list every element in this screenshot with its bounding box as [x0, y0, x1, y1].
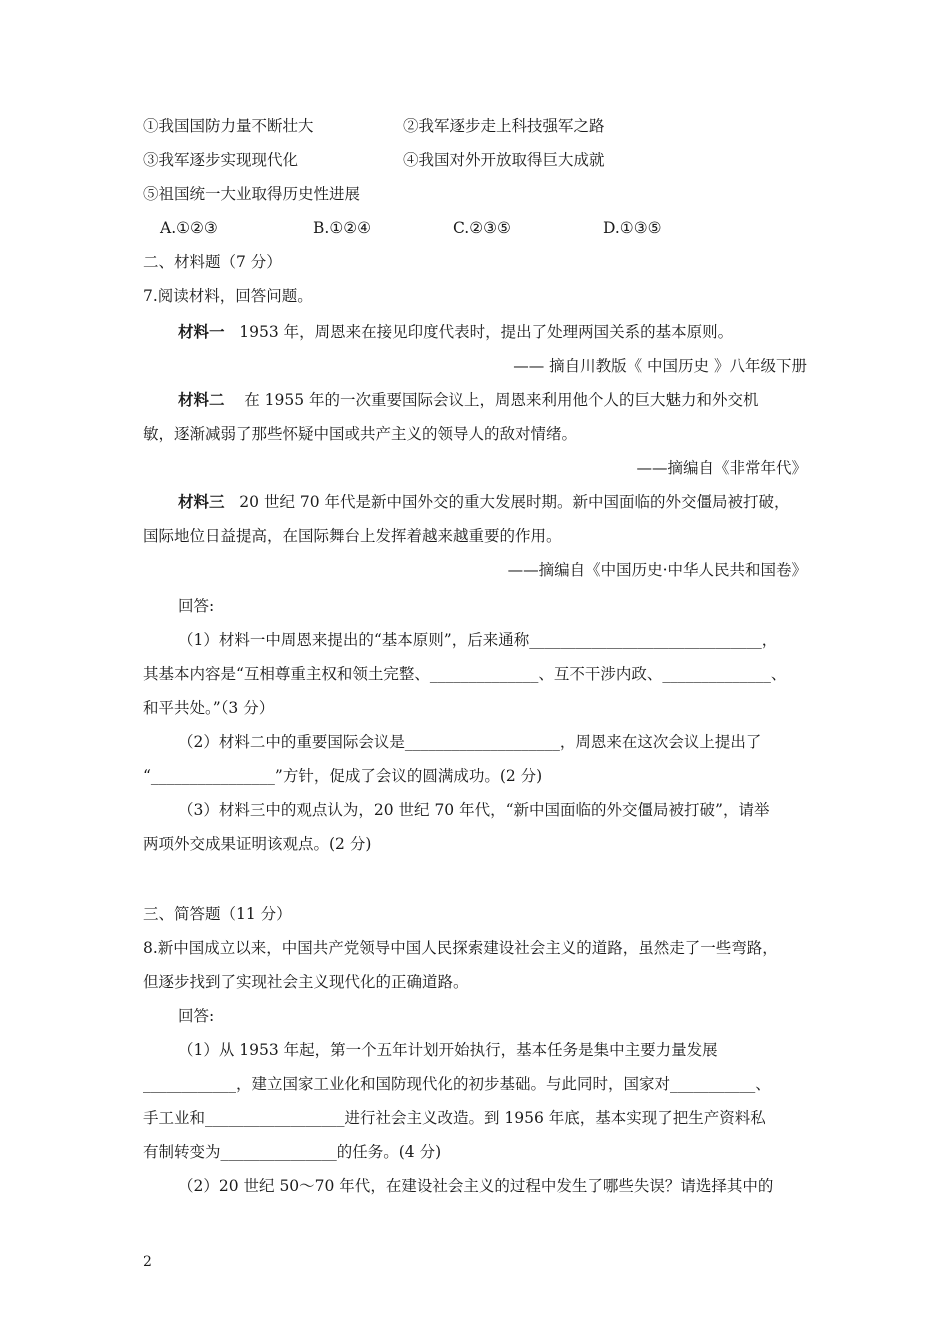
material-1-label: 材料一 — [178, 322, 225, 341]
section2-heading: 二、材料题（7 分） — [143, 253, 282, 271]
material-3-source: ——摘编自《中国历史·中华人民共和国卷》 — [507, 561, 807, 579]
section3-heading: 三、简答题（11 分） — [143, 905, 292, 923]
choice-a: A.①②③ — [160, 219, 218, 237]
material-2 — [178, 390, 759, 410]
choice-d: D.①③⑤ — [603, 219, 662, 237]
option-2: ②我军逐步走上科技强军之路 — [403, 117, 605, 135]
material-1-text: 1953 年，周恩来在接见印度代表时，提出了处理两国关系的基本原则。 — [239, 323, 734, 341]
material-3-text-cont: 国际地位日益提高，在国际舞台上发挥着越来越重要的作用。 — [143, 527, 562, 545]
page-number: 2 — [143, 1254, 152, 1270]
q7-part1-line2: 其基本内容是“互相尊重主权和领土完整、______________、互不干涉内政、______________、 — [143, 665, 787, 683]
q8-part1-line2: ____________，建立国家工业化和国防现代化的初步基础。与此同时，国家对___________、 — [143, 1075, 771, 1093]
material-1 — [178, 322, 733, 342]
question-8-line1: 8.新中国成立以来，中国共产党领导中国人民探索建设社会主义的道路，虽然走了一些弯路， — [143, 939, 778, 957]
choice-b: B.①②④ — [313, 219, 372, 237]
material-3-label: 材料三 — [178, 492, 225, 511]
q7-part2-line2: “________________”方针，促成了会议的圆满成功。(2 分) — [143, 767, 543, 785]
material-1-source: —— 摘自川教版《 中国历史 》八年级下册 — [513, 357, 807, 375]
q8-part1-line3: 手工业和__________________进行社会主义改造。到 1956 年底，基本实现了把生产资料私 — [143, 1109, 766, 1127]
material-3-text: 20 世纪 70 年代是新中国外交的重大发展时期。新中国面临的外交僵局被打破， — [239, 493, 790, 511]
answer-label-8: 回答: — [178, 1007, 215, 1025]
q8-part1-line1: （1）从 1953 年起，第一个五年计划开始执行，基本任务是集中主要力量发展 — [178, 1041, 718, 1059]
choice-c: C.②③⑤ — [453, 219, 511, 237]
answer-label-7: 回答: — [178, 597, 215, 615]
material-2-text: 在 1955 年的一次重要国际会议上，周恩来利用他个人的巨大魅力和外交机 — [244, 391, 759, 409]
q7-part2-line1: （2）材料二中的重要国际会议是____________________，周恩来在这次会议上提出了 — [178, 733, 762, 751]
q7-part3-line2: 两项外交成果证明该观点。(2 分) — [143, 835, 372, 853]
material-2-source: ——摘编自《非常年代》 — [636, 459, 807, 477]
question-7: 7.阅读材料，回答问题。 — [143, 287, 313, 305]
question-8-line2: 但逐步找到了实现社会主义现代化的正确道路。 — [143, 973, 469, 991]
q7-part1-line1: （1）材料一中周恩来提出的“基本原则”，后来通称______________________________， — [178, 631, 778, 649]
material-2-label: 材料二 — [178, 390, 225, 409]
q8-part2-line1: （2）20 世纪 50～70 年代，在建设社会主义的过程中发生了哪些失误？请选择其中的 — [178, 1177, 774, 1195]
q8-part1-line4: 有制转变为_______________的任务。(4 分) — [143, 1143, 442, 1161]
material-2-text-cont: 敏，逐渐减弱了那些怀疑中国或共产主义的领导人的敌对情绪。 — [143, 425, 578, 443]
option-5: ⑤祖国统一大业取得历史性进展 — [143, 185, 361, 203]
option-4: ④我国对外开放取得巨大成就 — [403, 151, 605, 169]
option-1: ①我国国防力量不断壮大 — [143, 117, 314, 135]
option-3: ③我军逐步实现现代化 — [143, 151, 299, 169]
material-3 — [178, 492, 790, 512]
q7-part1-line3: 和平共处。”（3 分） — [143, 699, 275, 717]
q7-part3-line1: （3）材料三中的观点认为，20 世纪 70 年代，“新中国面临的外交僵局被打破”，请举 — [178, 801, 770, 819]
